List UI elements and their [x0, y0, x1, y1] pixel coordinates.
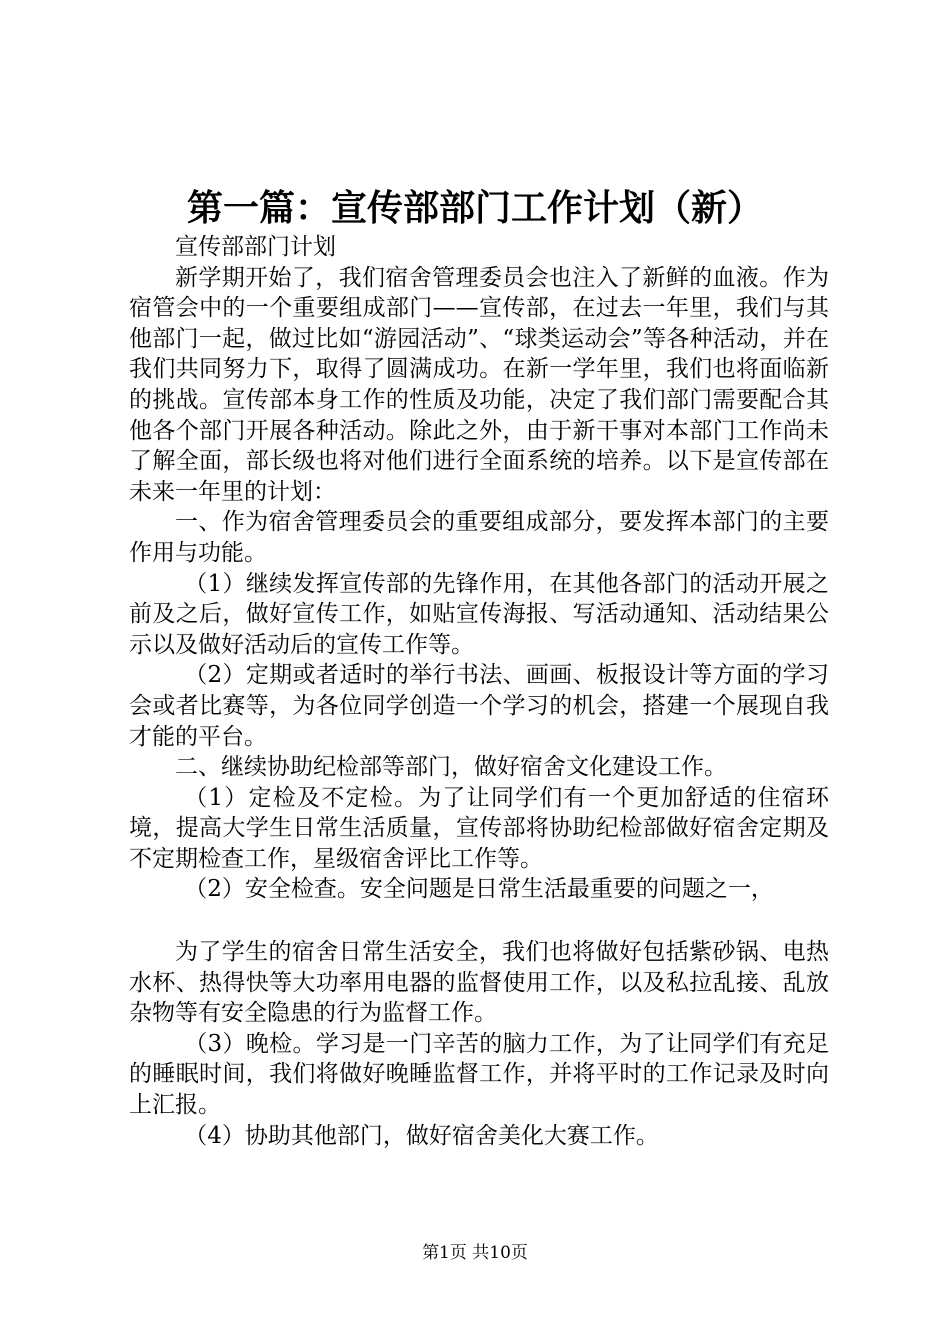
part-one-item-2: （2）定期或者适时的举行书法、画画、板报设计等方面的学习会或者比赛等，为各位同学创造一个学习的机会，搭建一个展现自我才能的平台。	[129, 662, 829, 750]
intro-paragraph: 新学期开始了，我们宿舍管理委员会也注入了新鲜的血液。作为宿管会中的一个重要组成部门——宣传部，在过去一年里，我们与其他部门一起，做过比如“游园活动”、“球类运动会”等各种活动，并在我们共同努力下，取得了圆满成功。在新一学年里，我们也将面临新的挑战。宣传部本身工作的性质及功能，决定了我们部门需要配合其他各个部门开展各种活动。除此之外，由于新干事对本部门工作尚未了解全面，部长级也将对他们进行全面系统的培养。以下是宣传部在未来一年里的计划：	[129, 264, 829, 505]
part-two-item-2: （2）安全检查。安全问题是日常生活最重要的问题之一，	[184, 876, 774, 903]
section-heading: 宣传部部门计划	[175, 234, 336, 260]
part-one-heading: 一、作为宿舍管理委员会的重要组成部分，要发挥本部门的主要作用与功能。	[129, 509, 829, 566]
document-title: 第一篇：宣传部部门工作计划（新）	[186, 187, 763, 229]
part-two-item-4: （4）协助其他部门，做好宿舍美化大赛工作。	[184, 1122, 659, 1149]
document-body	[129, 232, 829, 1151]
page-number-footer: 第1页 共10页	[422, 1243, 528, 1263]
part-two-item-3: （3）晚检。学习是一门辛苦的脑力工作，为了让同学们有充足的睡眠时间，我们将做好晚睡监督工作，并将平时的工作记录及时向上汇报。	[129, 1030, 829, 1119]
part-two-item-1: （1）定检及不定检。为了让同学们有一个更加舒适的住宿环境，提高大学生日常生活质量，宣传部将协助纪检部做好宿舍定期及不定期检查工作，星级宿舍评比工作等。	[129, 784, 829, 872]
part-one-item-1: （1）继续发挥宣传部的先锋作用，在其他各部门的活动开展之前及之后，做好宣传工作，如贴宣传海报、写活动通知、活动结果公示以及做好活动后的宣传工作等。	[129, 570, 829, 658]
part-two-item-2-continued: 为了学生的宿舍日常生活安全，我们也将做好包括紫砂锅、电热水杯、热得快等大功率用电器的监督使用工作，以及私拉乱接、乱放杂物等有安全隐患的行为监督工作。	[129, 939, 829, 1027]
part-two-heading: 二、继续协助纪检部等部门，做好宿舍文化建设工作。	[175, 754, 727, 781]
